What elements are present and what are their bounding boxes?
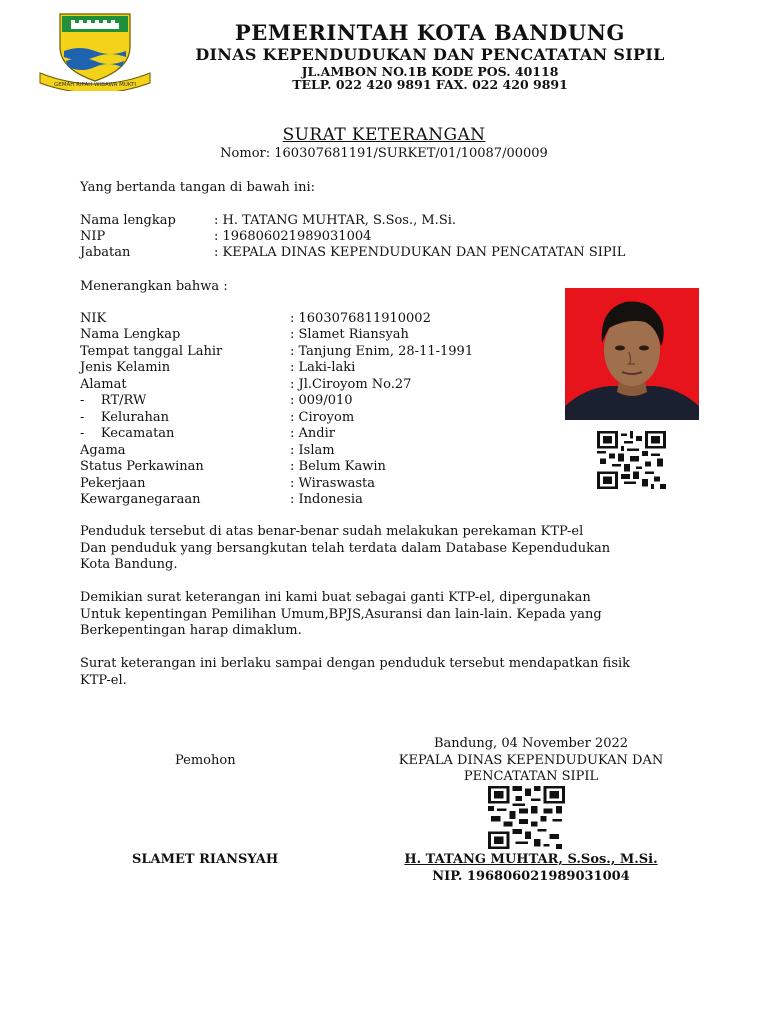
official-nip: NIP. 196806021989031004 bbox=[432, 869, 630, 884]
header-phone: TELP. 022 420 9891 FAX. 022 420 9891 bbox=[292, 77, 568, 92]
header-agency: DINAS KEPENDUDUKAN DAN PENCATATAN SIPIL bbox=[195, 45, 665, 64]
official-title-line-2: PENCATATAN SIPIL bbox=[463, 769, 599, 784]
resident-value: : Laki-laki bbox=[290, 360, 356, 375]
resident-value: : Slamet Riansyah bbox=[290, 327, 409, 342]
applicant-name: SLAMET RIANSYAH bbox=[132, 852, 279, 867]
resident-value: : Tanjung Enim, 28-11-1991 bbox=[290, 344, 474, 359]
signer-value: : 196806021989031004 bbox=[214, 229, 372, 244]
resident-label: Tempat tanggal Lahir bbox=[80, 344, 223, 359]
applicant-label: Pemohon bbox=[175, 753, 236, 768]
resident-value: : Belum Kawin bbox=[290, 459, 386, 474]
resident-photo bbox=[565, 288, 699, 420]
resident-value: : Indonesia bbox=[290, 492, 363, 507]
paragraph-line: Kota Bandung. bbox=[80, 557, 178, 572]
signer-label: Jabatan bbox=[80, 245, 131, 260]
official-title-line-1: KEPALA DINAS KEPENDUDUKAN DAN bbox=[398, 753, 664, 768]
resident-label: Agama bbox=[80, 443, 126, 458]
resident-value: : Andir bbox=[290, 426, 335, 441]
letter-title: SURAT KETERANGAN bbox=[282, 125, 486, 145]
resident-label: Kewarganegaraan bbox=[80, 492, 201, 507]
resident-value: : Ciroyom bbox=[290, 410, 355, 425]
signer-label: Nama lengkap bbox=[80, 213, 176, 228]
resident-label: Nama Lengkap bbox=[80, 327, 181, 342]
resident-label: Pekerjaan bbox=[80, 476, 146, 491]
paragraph-line: Untuk kepentingan Pemilihan Umum,BPJS,Asuransi dan lain-lain. Kepada yang bbox=[80, 606, 602, 622]
header-address: JL.AMBON NO.1B KODE POS. 40118 bbox=[301, 64, 559, 79]
paragraph-line: Demikian surat keterangan ini kami buat sebagai ganti KTP-el, dipergunakan bbox=[80, 590, 591, 605]
resident-label: Alamat bbox=[80, 377, 127, 392]
paragraph-purpose bbox=[80, 590, 720, 640]
resident-label: NIK bbox=[80, 311, 107, 326]
paragraph-line: Berkepentingan harap dimaklum. bbox=[80, 623, 302, 638]
resident-value: : Wiraswasta bbox=[290, 476, 375, 491]
resident-label: - RT/RW bbox=[80, 393, 147, 408]
paragraph-line: Surat keterangan ini berlaku sampai dengan penduduk tersebut mendapatkan fisik bbox=[80, 656, 631, 671]
signer-value: : H. TATANG MUHTAR, S.Sos., M.Si. bbox=[214, 213, 457, 228]
paragraph-recording bbox=[80, 524, 720, 574]
paragraph-line: Dan penduduk yang bersangkutan telah terdata dalam Database Kependudukan bbox=[80, 540, 611, 556]
resident-label: Jenis Kelamin bbox=[80, 360, 171, 375]
resident-value: : 009/010 bbox=[290, 393, 353, 408]
header-city: PEMERINTAH KOTA BANDUNG bbox=[234, 20, 626, 45]
declares-text: Menerangkan bahwa : bbox=[80, 279, 228, 294]
resident-value: : Jl.Ciroyom No.27 bbox=[290, 377, 412, 392]
paragraph-validity bbox=[80, 656, 720, 689]
resident-label: Status Perkawinan bbox=[80, 459, 204, 474]
paragraph-line: KTP-el. bbox=[80, 672, 127, 688]
signature-qr-code bbox=[488, 786, 565, 849]
official-name: H. TATANG MUHTAR, S.Sos., M.Si. bbox=[404, 852, 658, 867]
city-logo bbox=[36, 11, 154, 91]
resident-value: : 1603076811910002 bbox=[290, 311, 431, 326]
signer-label: NIP bbox=[80, 229, 106, 244]
place-date: Bandung, 04 November 2022 bbox=[433, 736, 629, 751]
logo-motto: GEMAH RIPAH WIBAWA MUKTI bbox=[53, 82, 137, 88]
signer-value: : KEPALA DINAS KEPENDUDUKAN DAN PENCATATAN SIPIL bbox=[214, 245, 626, 260]
resident-label: - Kecamatan bbox=[80, 426, 175, 441]
intro-text: Yang bertanda tangan di bawah ini: bbox=[80, 180, 315, 195]
resident-value: : Islam bbox=[290, 443, 335, 458]
qr-code bbox=[597, 431, 666, 489]
letter-number: Nomor: 160307681191/SURKET/01/10087/00009 bbox=[220, 146, 548, 161]
paragraph-line: Penduduk tersebut di atas benar-benar sudah melakukan perekaman KTP-el bbox=[80, 524, 584, 539]
resident-label: - Kelurahan bbox=[80, 410, 169, 425]
